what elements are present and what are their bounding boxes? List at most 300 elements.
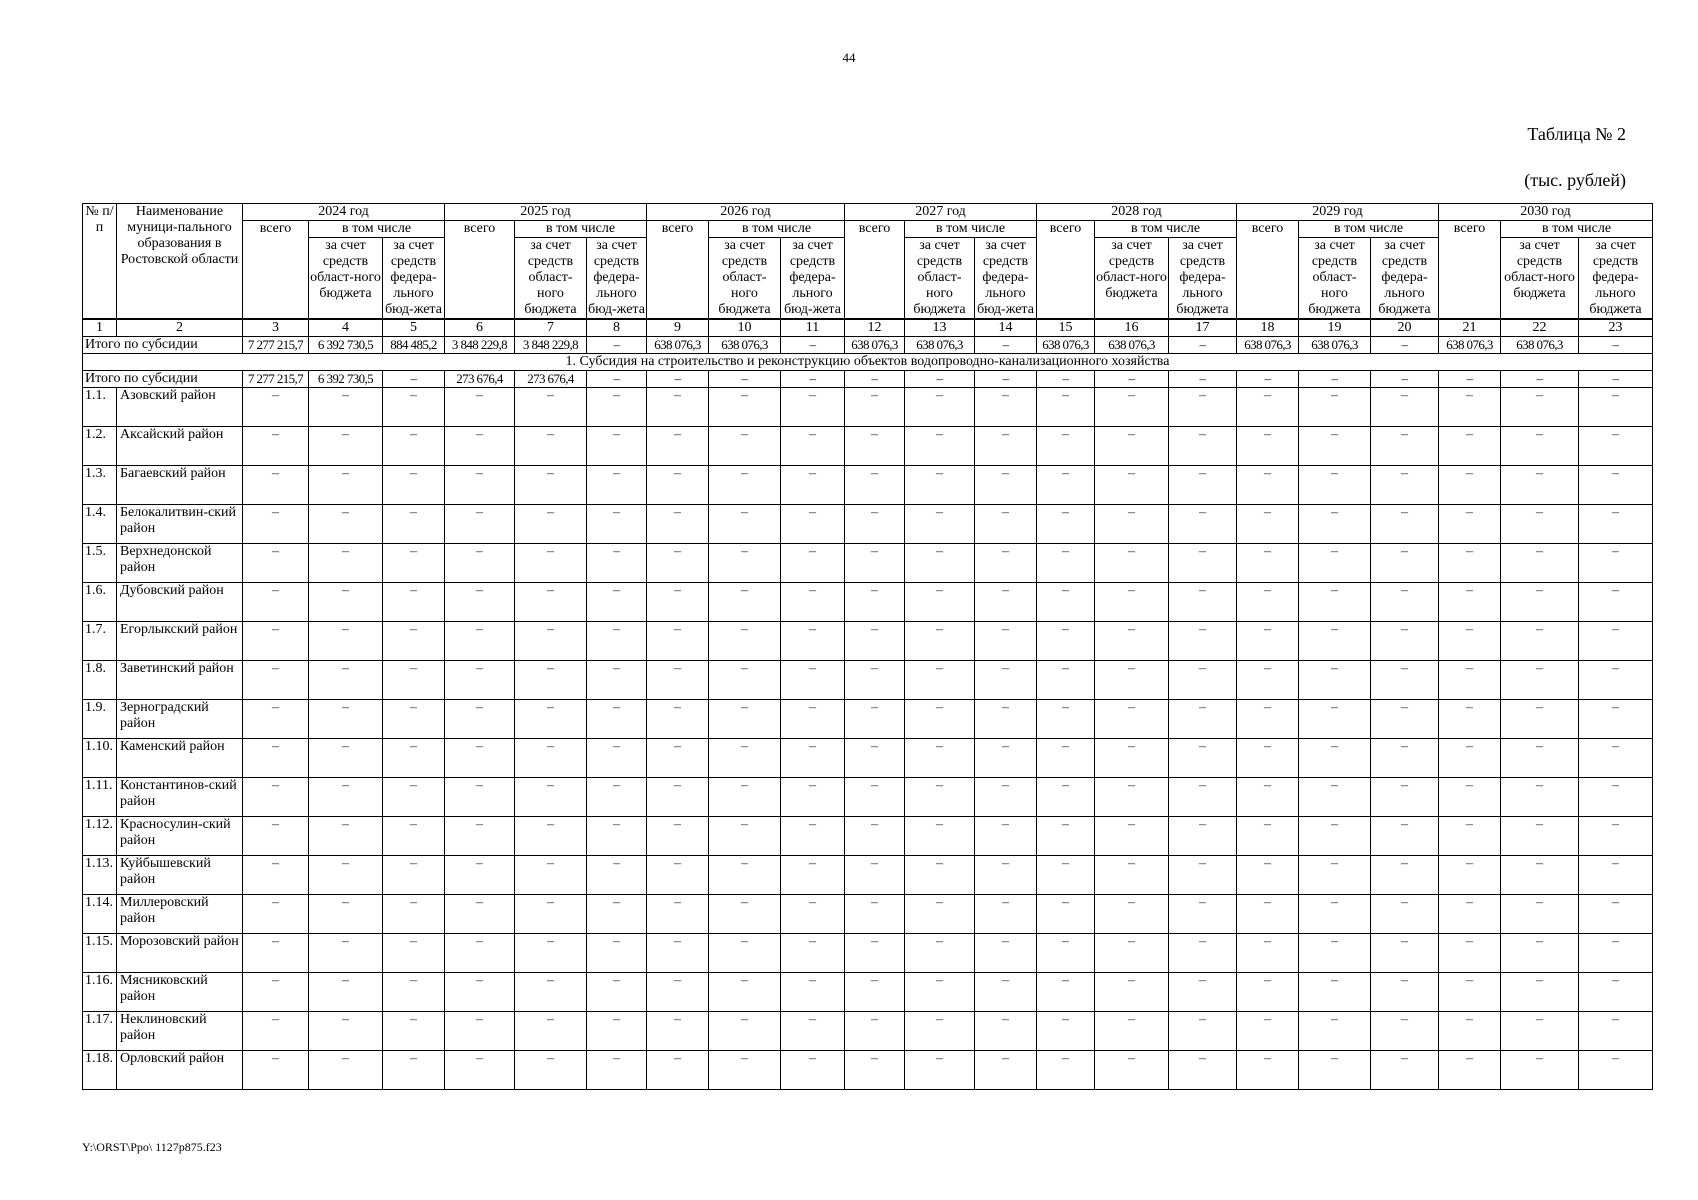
value-cell: – [1579, 1051, 1653, 1090]
value-cell: – [587, 371, 647, 388]
municipality-name: Морозовский район [117, 934, 243, 973]
value-cell: – [1371, 856, 1439, 895]
value-cell: – [905, 427, 975, 466]
value-cell: – [587, 388, 647, 427]
value-cell: – [515, 388, 587, 427]
header-row-subcols [83, 221, 1653, 238]
value-cell: – [1037, 934, 1095, 973]
value-cell: – [975, 817, 1037, 856]
table-row [83, 895, 1653, 934]
header-incl: в том числе [1095, 221, 1237, 238]
value-cell: – [1439, 700, 1501, 739]
header-incl: в том числе [1299, 221, 1439, 238]
header-total: всего [1439, 221, 1501, 320]
value-cell: – [905, 895, 975, 934]
value-cell: – [781, 856, 845, 895]
value-cell: – [1169, 778, 1237, 817]
municipality-name: Аксайский район [117, 427, 243, 466]
value-cell: – [1439, 817, 1501, 856]
column-number: 18 [1237, 319, 1299, 337]
value-cell: – [1299, 817, 1371, 856]
value-cell: – [1037, 622, 1095, 661]
value-cell: – [383, 934, 445, 973]
value-cell: – [445, 466, 515, 505]
value-cell: – [243, 739, 309, 778]
value-cell: 7 277 215,7 [243, 371, 309, 388]
value-cell: – [309, 1012, 383, 1051]
value-cell: – [845, 1051, 905, 1090]
value-cell: – [905, 934, 975, 973]
value-cell: – [1439, 739, 1501, 778]
value-cell: – [975, 1051, 1037, 1090]
value-cell: – [1299, 1051, 1371, 1090]
value-cell: – [309, 778, 383, 817]
value-cell: – [709, 388, 781, 427]
column-number: 21 [1439, 319, 1501, 337]
value-cell: – [1095, 583, 1169, 622]
table-row [83, 427, 1653, 466]
column-number: 1 [83, 319, 117, 337]
value-cell: 638 076,3 [1237, 337, 1299, 354]
table-body [83, 337, 1653, 1090]
value-cell: – [587, 1051, 647, 1090]
value-cell: – [1579, 778, 1653, 817]
value-cell: – [1299, 622, 1371, 661]
value-cell: – [1371, 661, 1439, 700]
value-cell: – [1501, 895, 1579, 934]
value-cell: – [1371, 700, 1439, 739]
value-cell: – [309, 817, 383, 856]
value-cell: – [975, 337, 1037, 354]
value-cell: – [1169, 544, 1237, 583]
value-cell: – [1237, 622, 1299, 661]
row-number: 1.7. [83, 622, 117, 661]
value-cell: – [1169, 817, 1237, 856]
value-cell: – [1299, 544, 1371, 583]
value-cell: – [709, 427, 781, 466]
header-federal: за счет средств федера-льного бюджета [1579, 238, 1653, 320]
column-number: 8 [587, 319, 647, 337]
value-cell: – [845, 622, 905, 661]
subsidy-table [82, 203, 1653, 1090]
table-row [83, 934, 1653, 973]
value-cell: – [445, 895, 515, 934]
header-regional: за счет средств област-ного бюджета [1095, 238, 1169, 320]
value-cell: – [975, 778, 1037, 817]
value-cell: – [647, 778, 709, 817]
value-cell: – [1501, 661, 1579, 700]
value-cell: – [587, 505, 647, 544]
column-number: 14 [975, 319, 1037, 337]
value-cell: – [1237, 505, 1299, 544]
value-cell: – [515, 544, 587, 583]
value-cell: – [515, 700, 587, 739]
value-cell: – [1237, 895, 1299, 934]
value-cell: – [515, 895, 587, 934]
value-cell: – [1371, 1012, 1439, 1051]
value-cell: – [1501, 427, 1579, 466]
value-cell: – [1237, 371, 1299, 388]
column-number: 5 [383, 319, 445, 337]
value-cell: – [845, 739, 905, 778]
value-cell: – [1439, 427, 1501, 466]
value-cell: – [1579, 622, 1653, 661]
value-cell: – [1299, 895, 1371, 934]
column-number: 2 [117, 319, 243, 337]
value-cell: – [587, 1012, 647, 1051]
value-cell: – [1579, 427, 1653, 466]
value-cell: 638 076,3 [1439, 337, 1501, 354]
column-number: 15 [1037, 319, 1095, 337]
row-number: 1.3. [83, 466, 117, 505]
value-cell: – [905, 817, 975, 856]
value-cell: – [1237, 934, 1299, 973]
value-cell: – [309, 739, 383, 778]
value-cell: – [1037, 700, 1095, 739]
value-cell: – [1037, 583, 1095, 622]
header-federal: за счет средств федера-льного бюд-жета [588, 238, 645, 317]
value-cell: – [647, 934, 709, 973]
value-cell: – [905, 622, 975, 661]
value-cell: – [975, 388, 1037, 427]
municipality-name: Дубовский район [117, 583, 243, 622]
value-cell: – [445, 778, 515, 817]
value-cell: – [515, 817, 587, 856]
header-year: 2028 год [1037, 204, 1237, 221]
value-cell: – [1095, 817, 1169, 856]
value-cell: – [445, 739, 515, 778]
value-cell: 638 076,3 [1299, 337, 1371, 354]
value-cell: – [1371, 505, 1439, 544]
value-cell: – [243, 1012, 309, 1051]
value-cell: – [709, 583, 781, 622]
value-cell: – [515, 466, 587, 505]
value-cell: – [1095, 466, 1169, 505]
value-cell: – [1371, 466, 1439, 505]
value-cell: – [445, 973, 515, 1012]
header-total: всего [845, 221, 905, 320]
value-cell: – [1299, 973, 1371, 1012]
table-row [83, 583, 1653, 622]
row-number: 1.16. [83, 973, 117, 1012]
municipality-name: Верхнедонской район [117, 544, 243, 583]
value-cell: – [781, 778, 845, 817]
value-cell: – [1579, 700, 1653, 739]
value-cell: – [781, 583, 845, 622]
value-cell: – [905, 856, 975, 895]
value-cell: – [1299, 700, 1371, 739]
value-cell: 638 076,3 [647, 337, 709, 354]
value-cell: – [243, 388, 309, 427]
value-cell: – [1501, 622, 1579, 661]
value-cell: – [383, 583, 445, 622]
value-cell: – [647, 466, 709, 505]
value-cell: – [309, 622, 383, 661]
table-header [83, 204, 1653, 337]
value-cell: – [383, 856, 445, 895]
value-cell: – [845, 466, 905, 505]
value-cell: – [1371, 817, 1439, 856]
value-cell: – [647, 1051, 709, 1090]
value-cell: 273 676,4 [445, 371, 515, 388]
value-cell: – [445, 427, 515, 466]
header-regional: за счет средств област-ного бюджета [1501, 238, 1579, 320]
value-cell: – [905, 544, 975, 583]
value-cell: – [1037, 778, 1095, 817]
value-cell: – [647, 371, 709, 388]
value-cell: – [445, 700, 515, 739]
value-cell: – [1439, 1051, 1501, 1090]
value-cell: – [1371, 1051, 1439, 1090]
header-federal: за счет средств федера-льного бюджета [1169, 238, 1237, 320]
value-cell: – [709, 661, 781, 700]
municipality-name: Красносулин-ский район [117, 817, 243, 856]
table-row [83, 661, 1653, 700]
value-cell: – [1439, 544, 1501, 583]
table-row [83, 388, 1653, 427]
value-cell: – [1299, 934, 1371, 973]
value-cell: 638 076,3 [845, 337, 905, 354]
value-cell: – [1371, 371, 1439, 388]
row-number: 1.12. [83, 817, 117, 856]
value-cell: – [383, 778, 445, 817]
value-cell: – [515, 778, 587, 817]
value-cell: – [781, 466, 845, 505]
municipality-name: Миллеровский район [117, 895, 243, 934]
value-cell: – [709, 895, 781, 934]
municipality-name: Заветинский район [117, 661, 243, 700]
header-incl: в том числе [1501, 221, 1653, 238]
value-cell: – [309, 466, 383, 505]
value-cell: – [975, 544, 1037, 583]
value-cell: – [243, 544, 309, 583]
value-cell: – [243, 856, 309, 895]
value-cell: – [975, 934, 1037, 973]
value-cell: – [845, 700, 905, 739]
header-row-column-numbers [83, 319, 1653, 337]
value-cell: – [587, 544, 647, 583]
value-cell: – [1095, 1012, 1169, 1051]
value-cell: – [383, 622, 445, 661]
value-cell: – [1169, 661, 1237, 700]
value-cell: – [1095, 371, 1169, 388]
value-cell: – [1169, 427, 1237, 466]
value-cell: – [383, 371, 445, 388]
value-cell: – [1169, 583, 1237, 622]
value-cell: – [1299, 739, 1371, 778]
value-cell: – [1371, 739, 1439, 778]
value-cell: – [445, 388, 515, 427]
value-cell: – [647, 700, 709, 739]
value-cell: – [445, 1051, 515, 1090]
value-cell: – [781, 895, 845, 934]
value-cell: – [587, 856, 647, 895]
value-cell: – [1169, 1051, 1237, 1090]
value-cell: – [1169, 895, 1237, 934]
value-cell: – [1579, 1012, 1653, 1051]
table-row [83, 466, 1653, 505]
value-cell: – [1237, 739, 1299, 778]
value-cell: – [845, 371, 905, 388]
value-cell: – [445, 505, 515, 544]
column-number: 4 [309, 319, 383, 337]
value-cell: – [1371, 388, 1439, 427]
table-row [83, 544, 1653, 583]
value-cell: – [781, 544, 845, 583]
value-cell: – [781, 817, 845, 856]
table-row [83, 1012, 1653, 1051]
value-cell: 3 848 229,8 [445, 337, 515, 354]
value-cell: – [587, 973, 647, 1012]
value-cell: – [709, 973, 781, 1012]
value-cell: – [1501, 388, 1579, 427]
value-cell: – [1371, 934, 1439, 973]
value-cell: – [309, 505, 383, 544]
value-cell: – [309, 583, 383, 622]
value-cell: – [1501, 1012, 1579, 1051]
value-cell: – [905, 661, 975, 700]
row-number: 1.1. [83, 388, 117, 427]
value-cell: – [1371, 337, 1439, 354]
value-cell: – [1095, 778, 1169, 817]
value-cell: – [1169, 337, 1237, 354]
value-cell: – [1169, 622, 1237, 661]
value-cell: – [1579, 466, 1653, 505]
value-cell: – [975, 1012, 1037, 1051]
value-cell: – [905, 505, 975, 544]
value-cell: – [383, 973, 445, 1012]
value-cell: – [709, 622, 781, 661]
value-cell: – [709, 739, 781, 778]
value-cell: – [647, 817, 709, 856]
value-cell: – [515, 661, 587, 700]
value-cell: – [905, 388, 975, 427]
value-cell: – [845, 388, 905, 427]
value-cell: – [1439, 778, 1501, 817]
value-cell: – [1169, 739, 1237, 778]
value-cell: – [975, 622, 1037, 661]
value-cell: – [975, 505, 1037, 544]
value-cell: – [709, 544, 781, 583]
value-cell: – [243, 1051, 309, 1090]
value-cell: – [383, 505, 445, 544]
header-year: 2026 год [647, 204, 845, 221]
value-cell: – [1237, 427, 1299, 466]
header-total: всего [243, 221, 309, 320]
header-col-num: № п/п [83, 204, 117, 320]
value-cell: – [709, 1012, 781, 1051]
value-cell: – [709, 817, 781, 856]
value-cell: – [1095, 973, 1169, 1012]
value-cell: – [709, 934, 781, 973]
value-cell: – [1501, 973, 1579, 1012]
value-cell: – [975, 895, 1037, 934]
value-cell: – [445, 856, 515, 895]
value-cell: 638 076,3 [1037, 337, 1095, 354]
value-cell: – [1579, 371, 1653, 388]
value-cell: – [709, 856, 781, 895]
value-cell: – [383, 544, 445, 583]
value-cell: – [383, 388, 445, 427]
row-number: 1.14. [83, 895, 117, 934]
municipality-name: Неклиновский район [117, 1012, 243, 1051]
row-number: 1.6. [83, 583, 117, 622]
municipality-name: Каменский район [117, 739, 243, 778]
value-cell: – [1095, 700, 1169, 739]
header-year: 2030 год [1439, 204, 1653, 221]
municipality-name: Егорлыкский район [117, 622, 243, 661]
value-cell: 3 848 229,8 [515, 337, 587, 354]
value-cell: – [1501, 700, 1579, 739]
municipality-name: Багаевский район [117, 466, 243, 505]
value-cell: 6 392 730,5 [309, 371, 383, 388]
value-cell: – [1371, 895, 1439, 934]
value-cell: 638 076,3 [1501, 337, 1579, 354]
value-cell: – [845, 1012, 905, 1051]
municipality-name: Азовский район [117, 388, 243, 427]
value-cell: – [1439, 934, 1501, 973]
value-cell: – [845, 427, 905, 466]
value-cell: – [905, 466, 975, 505]
table-caption: Таблица № 2 [1527, 124, 1626, 144]
value-cell: – [1299, 427, 1371, 466]
value-cell: – [243, 505, 309, 544]
value-cell: – [1169, 700, 1237, 739]
value-cell: – [515, 427, 587, 466]
row-number: 1.5. [83, 544, 117, 583]
value-cell: – [445, 817, 515, 856]
header-row-years [83, 204, 1653, 221]
value-cell: – [1579, 817, 1653, 856]
value-cell: – [1237, 544, 1299, 583]
header-year: 2027 год [845, 204, 1037, 221]
row-number: 1.4. [83, 505, 117, 544]
table-row [83, 700, 1653, 739]
value-cell: – [1579, 856, 1653, 895]
value-cell: – [383, 739, 445, 778]
table-row [83, 739, 1653, 778]
header-incl: в том числе [905, 221, 1037, 238]
value-cell: – [587, 466, 647, 505]
value-cell: – [1037, 388, 1095, 427]
value-cell: – [1371, 544, 1439, 583]
value-cell: – [243, 427, 309, 466]
value-cell: – [515, 622, 587, 661]
value-cell: – [309, 895, 383, 934]
value-cell: – [1095, 505, 1169, 544]
value-cell: – [1501, 466, 1579, 505]
value-cell: – [1169, 388, 1237, 427]
value-cell: – [1371, 973, 1439, 1012]
column-number: 12 [845, 319, 905, 337]
value-cell: – [1237, 973, 1299, 1012]
value-cell: – [1299, 371, 1371, 388]
value-cell: – [515, 1051, 587, 1090]
value-cell: – [1095, 856, 1169, 895]
value-cell: – [1095, 934, 1169, 973]
table-row [83, 505, 1653, 544]
value-cell: – [1037, 1012, 1095, 1051]
value-cell: – [975, 739, 1037, 778]
column-number: 23 [1579, 319, 1653, 337]
value-cell: – [309, 973, 383, 1012]
value-cell: – [1579, 583, 1653, 622]
value-cell: – [515, 973, 587, 1012]
value-cell: – [1439, 856, 1501, 895]
value-cell: – [781, 505, 845, 544]
value-cell: – [1169, 934, 1237, 973]
value-cell: – [515, 1012, 587, 1051]
